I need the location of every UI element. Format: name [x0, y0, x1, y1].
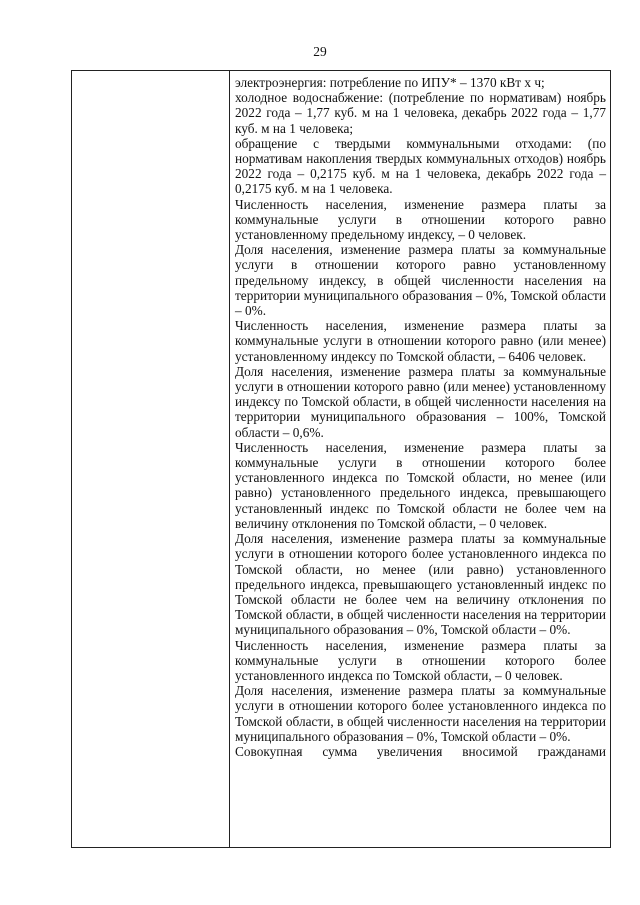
paragraph: холодное водоснабжение: (потребление по нормативам) ноябрь 2022 года – 1,77 куб. м на 1 человека, декабрь 2022 года – 1,77 куб. м на 1 человека; [235, 90, 606, 136]
page-number: 29 [313, 44, 327, 59]
paragraph: Численность населения, изменение размера платы за коммунальные услуги в отношении которого равно (или менее) установленному индексу по Томской области, – 6406 человек. [235, 318, 606, 364]
paragraph: Численность населения, изменение размера платы за коммунальные услуги в отношении которого более установленного индекса по Томской области, – 0 человек. [235, 637, 606, 683]
cell-text [230, 71, 610, 759]
paragraph: Доля населения, изменение размера платы за коммунальные услуги в отношении которого более установленного индекса по Томской области, но менее (или равно) установленного предельного индекса, превышающего установленный индекс по Томской области не более чем на величину отклонения по Томской области, в общей численности населения на территории муниципального образования – 0%, Томской области – 0%. [235, 531, 606, 638]
paragraph: обращение с твердыми коммунальными отходами: (по нормативам накопления твердых коммунальных отходов) ноябрь 2022 года – 0,2175 куб. м на 1 человека, декабрь 2022 года – 0,2175 куб. м на 1 человека. [235, 135, 606, 197]
document-table [71, 70, 611, 848]
table-cell-right [230, 71, 611, 848]
table-cell-left [72, 71, 230, 848]
paragraph: Доля населения, изменение размера платы за коммунальные услуги в отношении которого равно (или менее) установленному индексу по Томской области, в общей численности населения на территории муниципального образования – 100%, Томской области – 0,6%. [235, 363, 606, 440]
paragraph: Доля населения, изменение размера платы за коммунальные услуги в отношении которого более установленного индекса по Томской области, в общей численности населения на территории муниципального образования – 0%, Томской области – 0%. [235, 683, 606, 744]
paragraph: Численность населения, изменение размера платы за коммунальные услуги в отношении которого более установленного индекса по Томской области, но менее (или равно) установленного предельного индекса, превышающего установленный индекс по Томской области не более чем на величину отклонения по Томской области, – 0 человек. [235, 439, 606, 531]
paragraph: Совокупная сумма увеличения вносимой гражданами [235, 743, 606, 759]
table-row [72, 71, 611, 848]
paragraph: электроэнергия: потребление по ИПУ* – 1370 кВт х ч; [235, 75, 545, 90]
paragraph: Доля населения, изменение размера платы за коммунальные услуги в отношении которого равно установленному предельному индексу, в общей численности населения на территории муниципального образования – 0%, Томской области – 0%. [235, 242, 606, 319]
paragraph: Численность населения, изменение размера платы за коммунальные услуги в отношении которого равно установленному предельному индексу, – 0 человек. [235, 196, 606, 243]
